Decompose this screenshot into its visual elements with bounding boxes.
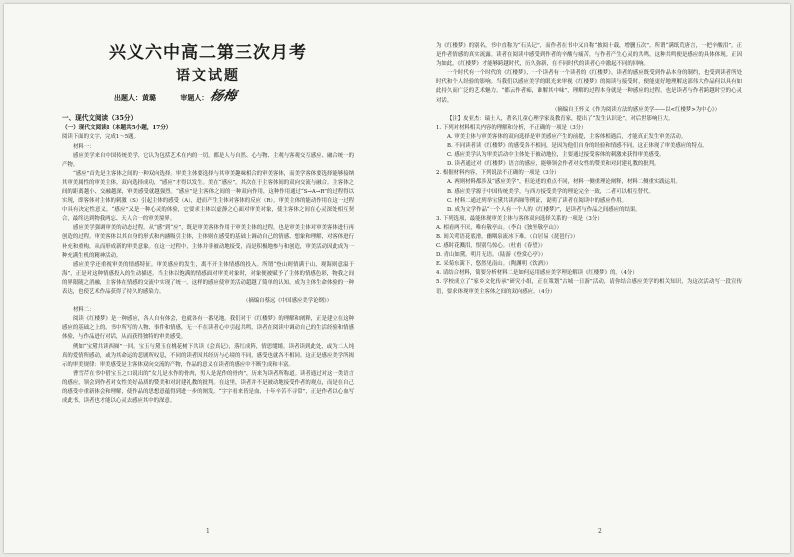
exam-title: 兴义六中高二第三次月考: [109, 43, 307, 63]
material-one-paragraph: 感应美学还重视审美的情感特征。审美感应的发生，离不开主体情感的投入。所谓“登山则情满于山，观海则意溢于海”，正是对这种情感投入的生动描述。当主体以饱满的情感面对审美对象时，对象便被赋予了主体的情感色彩，物我之间的界限随之消融，主客体在情感的交流中实现了统一。这样的感应使审美活动超越了简单的认知，成为主体生命体验的一种表达，也使艺术作品获得了持久的感染力。: [62, 261, 354, 295]
material-two-paragraph: 阅读《红楼梦》是一种感应，各人自有体会，也就各有一番见地。我们对于《红楼梦》的理解和阐释，正是建立在这种感应的基础之上的。书中所写的人物、事件和情感，无一不在读者心中引起共鸣，读者在阅读中调动自己的生活经验和情感体验，与作品进行对话，从而获得独特的审美感受。: [62, 316, 354, 341]
author-line: [62, 90, 354, 105]
material-two-paragraph: 曹雪芹在书中借宝玉之口说出的“女儿是水作的骨肉，男人是泥作的骨肉”，历来为读者所称道。读者通过对这一类语言的感应，领会到作者对女性美好品质的赞美和对封建礼教的批判。在这里，读者并不是被动地接受作者的观点，而是在自己的感受中重新体会和理解，使作品的思想意蕴得到进一步的阐发。“字字看来皆是血，十年辛苦不寻常”，正是作者以心血写成此书，读者也才能以心灵去感应其中的深意。: [62, 370, 354, 405]
annotation-note: 【注】皮亚杰：瑞士人，著名儿童心理学家及教育家，提出了“发生认识论”，对后世影响巨大。: [447, 115, 674, 122]
material-one-paragraph: 感应美学来自中国传统美学，它认为包括艺术在内的一切，都是人与自然、心与物、主观与客观交互感应、融合统一的产物。: [62, 152, 354, 168]
section-heading: 一、现代文阅读（35分）: [62, 114, 138, 122]
question-five: 5. 学校成立了“家乡文化传承”研究小组，正在策划“古城一日游”活动，请你结合感应美学的相关知识，为这次活动写一段宣传语，要求体现审美主客体之间的双向感应。（4分）: [436, 279, 742, 295]
material-two-label: 材料二：: [73, 307, 95, 314]
question-one-option: D. 读者通过对《红楼梦》语言的感应，能够领会作者对女性的赞美和对封建礼教的批判。: [447, 161, 660, 168]
page-one-column: [62, 4, 354, 553]
question-two: 2. 根据材料内容，下列说法不正确的一项是（3分）: [436, 170, 560, 177]
material-two-continuation: 一个时代有一个时代的《红楼梦》，一个读者有一个读者的《红楼梦》。读者的感应既受到作品本身的制约，也受到读者所处时代和个人经验的影响。当我们以感应美学的眼光来审视《红楼梦》的阅读与接受时，便能更好地理解这部伟大作品何以具有如此持久而广泛的艺术魅力。“都云作者痴，谁解其中味”，理解的过程本身就是一种感应的过程，也是读者与作者跨越时空的心灵对话。: [436, 70, 742, 104]
question-one-option: A. 审美主体与审美客体的双向选择是审美感应产生的前提，主客体相遇后，才能真正发生审美活动。: [447, 133, 687, 140]
exam-subtitle: 语文试题: [176, 68, 240, 84]
question-two-option: D. 成为文学作品“一个人有一个人的《红楼梦》”，是读者与作品之间感应的结果。: [447, 206, 641, 213]
question-one: 1. 下列对材料相关内容的理解和分析，不正确的一项是（3分）: [436, 124, 587, 131]
setter-label: 出题人：: [114, 93, 142, 102]
material-two-continuation: 为《红楼梦》的别名，书中直称为“石头记”，而作者在书中又自称“披阅十载，增删五次”。所谓“满纸荒唐言，一把辛酸泪”，正是作者情感的真实流露。读者在阅读中感受到作者的辛酸与痛苦，与作者产生心灵的共鸣，这种共鸣便是感应的具体体现。正因为如此，《红楼梦》才能够跨越时代，历久弥新，在不同时代的读者心中激起不同的回响。: [436, 43, 742, 68]
reviewer-signature: 杨梅: [208, 89, 239, 104]
question-two-option: B. 感应美学源于中国传统美学，与西方接受美学的理论完全一致，二者可以相互替代。: [447, 188, 654, 195]
question-two-option: C. 材料二通过列举宝黛共读西厢等例证，说明了读者在阅读中的感应作用。: [447, 197, 627, 204]
question-two-option: A. 两则材料都涉及“感应美学”，但论述的重点不同，材料一侧重理论阐释，材料二侧重实践运用。: [447, 179, 681, 186]
question-one-option: B. 不同读者读《红楼梦》的感受各不相同，是因为他们自身的经验和情感不同，这正体现了审美感应的特点。: [447, 143, 708, 150]
question-three-option: E. 采菊东篱下，悠然见南山。（陶渊明《饮酒》）: [436, 261, 552, 268]
page-number-two: 2: [598, 528, 602, 535]
material-two-paragraph: 例如“宝黛共读西厢”一回，宝玉与黛玉在桃花树下共读《会真记》，落红成阵，情思缱绻。读者读到此处，或为二人纯真的爱情所感动，或为其命运的悲剧所叹息，不同的读者因其经历与心境的不同，感受也就各不相同。这正是感应美学所揭示的审美规律：审美感受是主客体双向交流的产物，作品的意义在读者的感应中不断生成和丰富。: [62, 343, 354, 368]
question-three: 3. 下列选项，最能体现审美主体与客体双向选择关系的一项是（3分）: [436, 215, 603, 222]
reviewer-label: 审题人：: [180, 93, 209, 102]
material-one-paragraph: 感应美学强调审美的动态过程。从“感”到“应”，既是审美客体作用于审美主体的过程，也是审美主体对审美客体进行再创造的过程。审美客体以其自身的形式和内涵吸引主体，主体则在感受的基础上调动自己的情感、想象和理解，对客体进行补充和重构，从而形成新的审美意象。在这一过程中，主体并非被动地接受，而是积极地参与和创造，审美活动因此成为一种充满生机的精神活动。: [62, 225, 354, 259]
question-three-option: C. 感时花溅泪，恨别鸟惊心。（杜甫《春望》）: [436, 243, 546, 250]
question-three-option: A. 相看两不厌，唯有敬亭山。（李白《独坐敬亭山》）: [436, 224, 562, 231]
setter-name: 黄璐: [142, 93, 156, 102]
exam-sheet: [4, 4, 790, 553]
material-one-label: 材料一：: [73, 143, 95, 150]
reading-instruction: 阅读下面的文字，完成1～5题。: [62, 134, 139, 141]
question-one-option: C. 感应美学认为审美活动中主体处于被动地位，主要通过接受客体的刺激来获得审美感受。: [447, 152, 665, 159]
question-three-option: D. 青山如黛，明月无语。（陆游《登赏心亭》）: [436, 252, 546, 259]
material-one-paragraph: “感应”首先是主客体之间的一种双向选择。审美主体要选择与其审美趣味相合的审美客体，而美学客体要选择能够接纳其审美属性的审美主体。双向选择成功，“感应”才得以发生。美在“感应”，其次在于主客体间的双向交流与融合。主客体之间的距离越小、交融越深，审美感受就越强烈。“感应”是主客体之间的一种双向作用，这种作用通过“S→A→R”的过程得以实现，即客体对主体的刺激（S）引起主体的感受（A），进而产生主体对客体的反应（R）。审美主体的能动作用在这一过程中具有决定性意义。“感应”又是一种心灵的体验，它要求主体以虚静之心面对审美对象，使主客体之间在心灵深处相互契合，最终达到物我两忘、天人合一的审美境界。: [62, 170, 354, 223]
subsection-heading: （一）现代文阅读Ⅰ（本题共5小题，17分）: [62, 125, 172, 131]
page-number-one: 1: [206, 528, 210, 535]
question-four: 4. 请结合材料，简要分析材料二是如何运用感应美学理论解读《红楼梦》的。（4分）: [436, 270, 638, 277]
page-two-column: [436, 4, 742, 553]
question-three-option: B. 间关莺语花底滑，幽咽泉流冰下难。（白居易《琵琶行》）: [436, 233, 579, 240]
material-one-source: （摘编自蔡远《中国感应美学论纲》）: [243, 298, 332, 305]
material-two-source: （摘编自王怀义《作为阅读方法的感应美学——以<红楼梦>为中心》）: [551, 106, 720, 113]
